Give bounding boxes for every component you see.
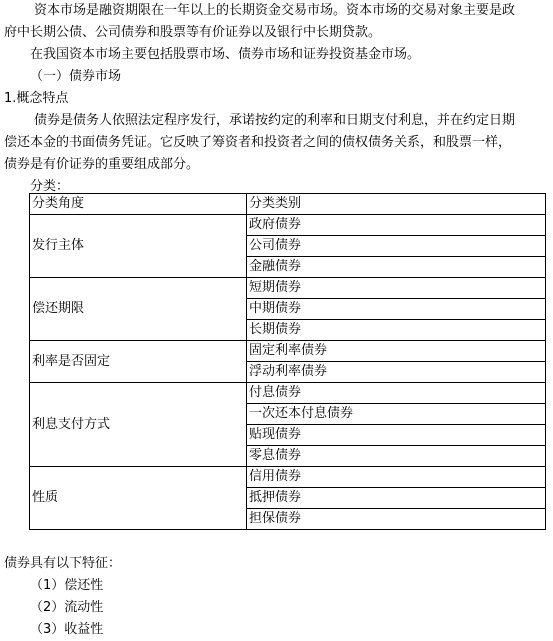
feature-item: （2）流动性 (30, 600, 104, 615)
table-cell-angle: 发行主体 (30, 215, 247, 278)
table-cell-angle: 性质 (30, 467, 247, 530)
table-cell-category: 信用债券 (247, 467, 546, 488)
intro-line-1: 资本市场是融资期限在一年以上的长期资金交易市场。资本市场的交易对象主要是政 (34, 3, 516, 18)
definition-line-1: 债券是债务人依照法定程序发行，承诺按约定的利率和日期支付利息，并在约定日期 (34, 113, 516, 128)
table-row (30, 467, 546, 488)
table-row (30, 341, 546, 362)
section-heading: （一）债券市场 (30, 69, 122, 84)
table-row (30, 278, 546, 299)
table-cell-category: 零息债券 (247, 446, 546, 467)
features-intro: 债券具有以下特征： (4, 556, 122, 571)
intro-paragraph-2: 在我国资本市场主要包括股票市场、债券市场和证券投资基金市场。 (30, 47, 421, 62)
table-cell-category: 短期债券 (247, 278, 546, 299)
table-row (30, 215, 546, 236)
document-body (0, 0, 553, 198)
features-section (0, 553, 553, 641)
feature-item: （1）偿还性 (30, 578, 104, 593)
table-header-category: 分类类别 (247, 194, 546, 215)
table-header-angle: 分类角度 (30, 194, 247, 215)
intro-paragraph (0, 0, 553, 44)
table-cell-category: 固定利率债券 (247, 341, 546, 362)
table-cell-angle: 偿还期限 (30, 278, 247, 341)
definition-paragraph (0, 110, 553, 176)
table-row (30, 383, 546, 404)
classification-label: 分类： (30, 179, 70, 194)
table-cell-category: 一次还本付息债券 (247, 404, 546, 425)
table-cell-category: 付息债券 (247, 383, 546, 404)
table-cell-category: 中期债券 (247, 299, 546, 320)
definition-line-3: 债券是有价证券的重要组成部分。 (4, 157, 200, 172)
table-cell-category: 抵押债券 (247, 488, 546, 509)
table-cell-category: 浮动利率债券 (247, 362, 546, 383)
table-cell-category: 担保债券 (247, 509, 546, 530)
table-cell-category: 金融债券 (247, 257, 546, 278)
feature-item: （3）收益性 (30, 622, 104, 637)
table-cell-category: 公司债券 (247, 236, 546, 257)
table-cell-category: 贴现债券 (247, 425, 546, 446)
table-cell-category: 政府债券 (247, 215, 546, 236)
intro-line-2: 府中长期公债、公司债券和股票等有价证券以及银行中长期贷款。 (4, 25, 382, 40)
table-header-row (30, 194, 546, 215)
definition-line-2: 偿还本金的书面债务凭证。它反映了筹资者和投资者之间的债权债务关系，和股票一样， (4, 135, 512, 150)
table-cell-category: 长期债券 (247, 320, 546, 341)
table-cell-angle: 利息支付方式 (30, 383, 247, 467)
subheading: 1.概念特点 (4, 91, 69, 106)
classification-table (29, 193, 546, 530)
table-cell-angle: 利率是否固定 (30, 341, 247, 383)
